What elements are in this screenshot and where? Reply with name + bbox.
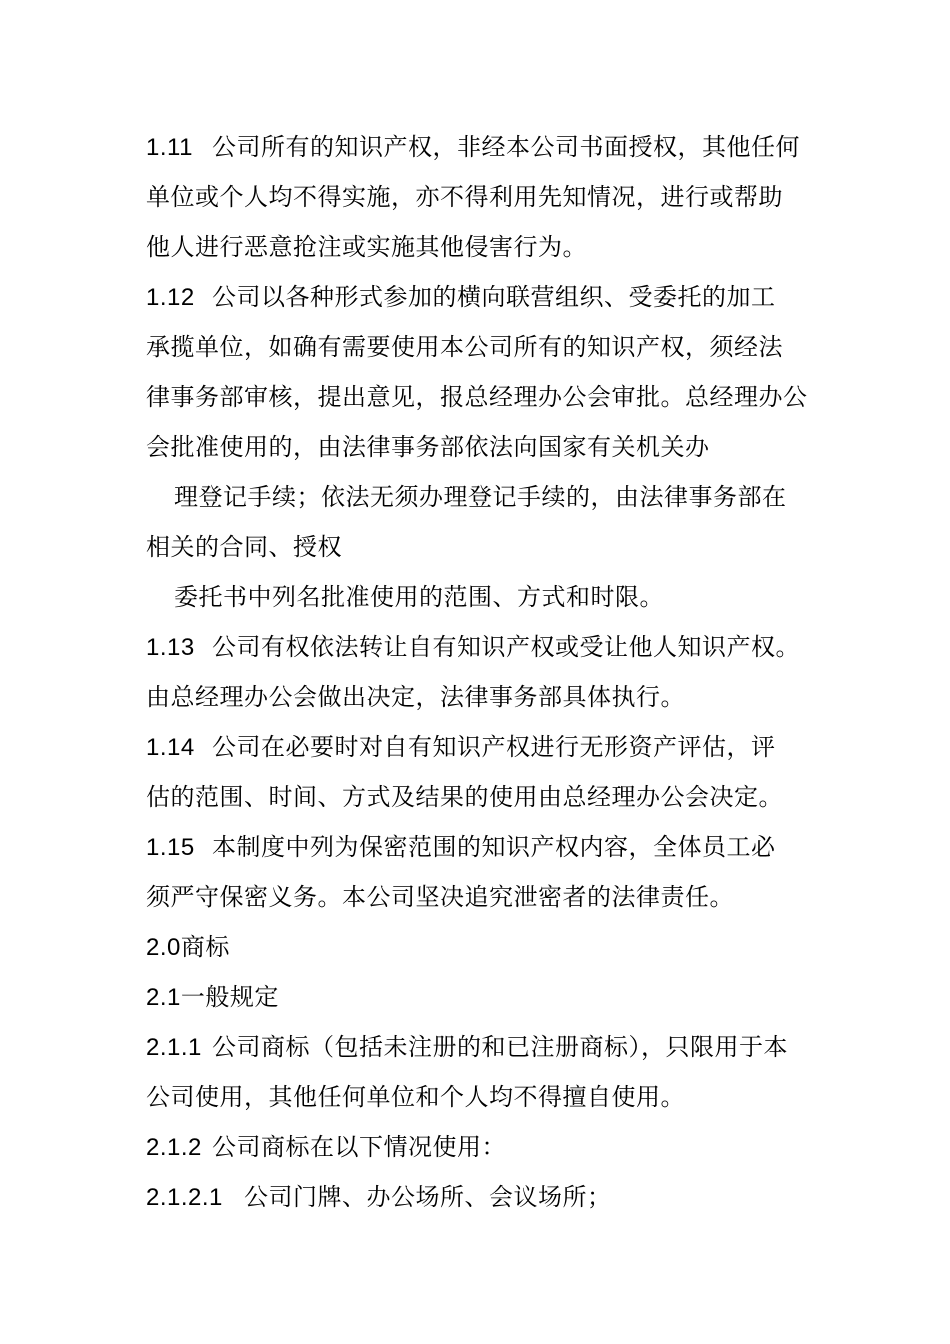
- text-line: [146, 1122, 816, 1172]
- clause-text: 估的范围、时间、方式及结果的使用由总经理办公会决定。: [146, 783, 783, 811]
- clause-number: 1.15: [146, 834, 195, 861]
- text-line: [146, 422, 816, 472]
- section-title: 一般规定: [180, 983, 279, 1011]
- clause-text: 律事务部审核，提出意见，报总经理办公会审批。总经理办公: [146, 383, 808, 411]
- clause-text: 公司有权依法转让自有知识产权或受让他人知识产权。: [212, 633, 800, 661]
- clause-text: 公司以各种形式参加的横向联营组织、受委托的加工: [212, 283, 776, 311]
- text-line: [146, 1022, 816, 1072]
- section-number: 2.0: [146, 934, 181, 961]
- section-heading: [146, 922, 816, 972]
- clause-text: 公司使用，其他任何单位和个人均不得擅自使用。: [146, 1083, 685, 1111]
- section-number: 2.1: [146, 984, 181, 1011]
- text-line: [146, 172, 816, 222]
- text-line: [146, 222, 816, 272]
- clause-text: 由总经理办公会做出决定，法律事务部具体执行。: [146, 683, 685, 711]
- clause-text: 委托书中列名批准使用的范围、方式和时限。: [174, 583, 664, 611]
- text-line: [146, 722, 816, 772]
- section-heading: [146, 972, 816, 1022]
- text-line: [146, 122, 816, 172]
- clause-text: 公司商标（包括未注册的和已注册商标），只限用于本: [212, 1033, 788, 1061]
- clause-number: 2.1.2: [146, 1134, 202, 1161]
- text-line: [146, 672, 816, 722]
- text-line: [146, 822, 816, 872]
- clause-text: 本制度中列为保密范围的知识产权内容，全体员工必: [212, 833, 776, 861]
- text-line: [146, 272, 816, 322]
- clause-text: 会批准使用的，由法律事务部依法向国家有关机关办: [146, 433, 710, 461]
- clause-text: 须严守保密义务。本公司坚决追究泄密者的法律责任。: [146, 883, 734, 911]
- clause-number: 1.11: [146, 134, 193, 161]
- text-line: [146, 1172, 816, 1222]
- text-line: [146, 472, 816, 522]
- text-line: [146, 772, 816, 822]
- clause-text: 公司在必要时对自有知识产权进行无形资产评估，评: [212, 733, 776, 761]
- text-line: [146, 1072, 816, 1122]
- clause-text: 公司所有的知识产权，非经本公司书面授权，其他任何: [212, 133, 800, 161]
- section-title: 商标: [180, 933, 230, 961]
- clause-number: 1.14: [146, 734, 195, 761]
- text-line: [146, 572, 816, 622]
- text-line: [146, 322, 816, 372]
- clause-text: 公司门牌、办公场所、会议场所；: [244, 1183, 612, 1211]
- document-page: [146, 122, 816, 1222]
- text-line: [146, 372, 816, 422]
- clause-number: 2.1.2.1: [146, 1184, 223, 1211]
- clause-text: 单位或个人均不得实施，亦不得利用先知情况，进行或帮助: [146, 183, 783, 211]
- clause-number: 1.13: [146, 634, 195, 661]
- clause-number: 2.1.1: [146, 1034, 202, 1061]
- clause-text: 相关的合同、授权: [146, 533, 342, 561]
- clause-text: 他人进行恶意抢注或实施其他侵害行为。: [146, 233, 587, 261]
- text-line: [146, 522, 816, 572]
- text-line: [146, 622, 816, 672]
- text-line: [146, 872, 816, 922]
- clause-text: 公司商标在以下情况使用：: [212, 1133, 506, 1161]
- clause-number: 1.12: [146, 284, 195, 311]
- clause-text: 承揽单位，如确有需要使用本公司所有的知识产权，须经法: [146, 333, 783, 361]
- clause-text: 理登记手续；依法无须办理登记手续的，由法律事务部在: [174, 483, 787, 511]
